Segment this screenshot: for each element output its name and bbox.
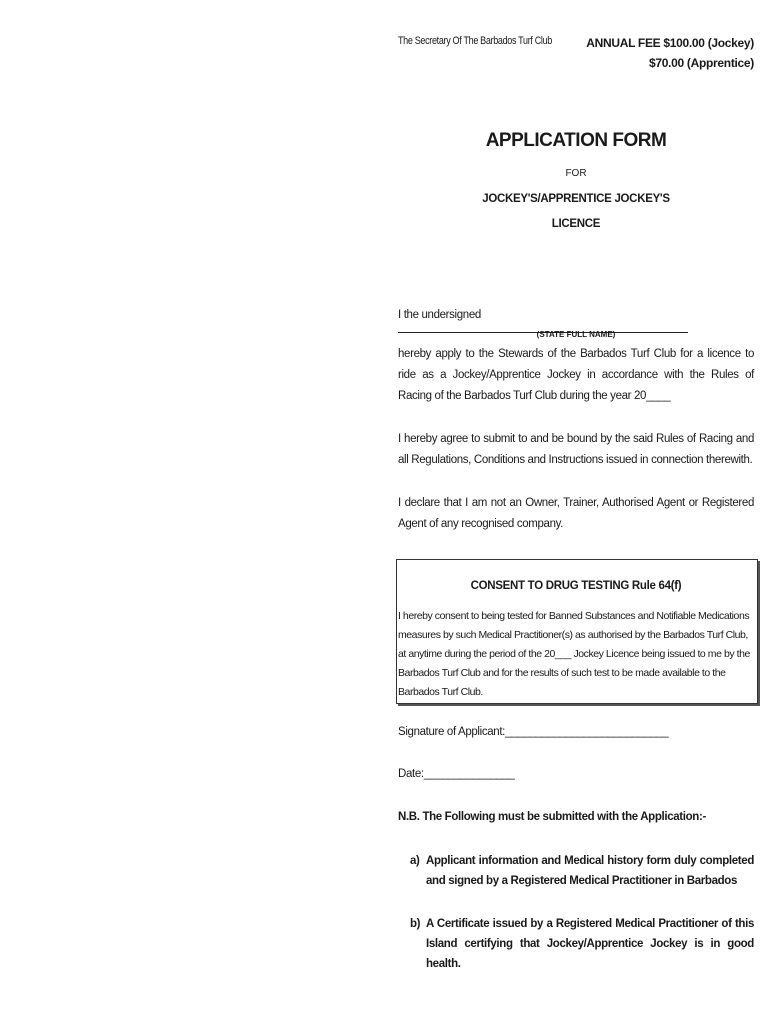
addressee-text: The Secretary Of The Barbados Turf Club xyxy=(398,35,552,47)
form-title: APPLICATION FORM xyxy=(485,130,667,151)
requirement-label: b) xyxy=(410,918,421,930)
agreement-paragraph: I hereby agree to submit to and be bound by the said Rules of Racing and all Regulations, Conditions and Instructions issued in connection therewith. xyxy=(398,433,754,466)
requirement-text: Applicant information and Medical history form duly completed and signed by a Registered Medical Practitioner in Barbados xyxy=(426,855,754,887)
annual-fee-block xyxy=(586,33,754,73)
consent-text: I hereby consent to being tested for Banned Substances and Notifiable Medications measures by such Medical Practitioner(s) as authorised by the Barbados Turf Club, at anytime during the period of the 20___ Jockey Licence being issued to me by the Barbados Turf Club and for the results of such test to be made available to the Barbados Turf Club. xyxy=(398,610,750,698)
application-paragraph: hereby apply to the Stewards of the Barbados Turf Club for a licence to ride as a Jockey/Apprentice Jockey in accordance with the Rules of Racing of the Barbados Turf Club during the year 20____ xyxy=(398,348,754,402)
requirements-heading: N.B. The Following must be submitted with the Application:- xyxy=(398,811,706,823)
date-field[interactable]: Date:_______________ xyxy=(398,768,515,780)
form-subtitle-jockeys: JOCKEY'S/APPRENTICE JOCKEY'S xyxy=(482,193,670,205)
requirement-label: a) xyxy=(410,855,420,867)
fee-apprentice: $70.00 (Apprentice) xyxy=(648,56,754,70)
undersigned-label: I the undersigned xyxy=(398,309,481,321)
fee-jockey: ANNUAL FEE $100.00 (Jockey) xyxy=(586,36,754,50)
requirement-item-a xyxy=(410,851,754,891)
for-label: FOR xyxy=(565,168,587,179)
requirement-text: A Certificate issued by a Registered Medical Practitioner of this Island certifying that Jockey/Apprentice Jockey is in good health. xyxy=(426,918,754,970)
requirement-item-b xyxy=(410,914,754,974)
declaration-paragraph: I declare that I am not an Owner, Trainer, Authorised Agent or Registered Agent of any recognised company. xyxy=(398,497,754,530)
signature-field[interactable]: Signature of Applicant:___________________________ xyxy=(398,726,669,738)
consent-title: CONSENT TO DRUG TESTING Rule 64(f) xyxy=(470,580,682,592)
form-subtitle-licence: LICENCE xyxy=(551,218,601,230)
state-full-name-hint: (STATE FULL NAME) xyxy=(536,330,616,339)
